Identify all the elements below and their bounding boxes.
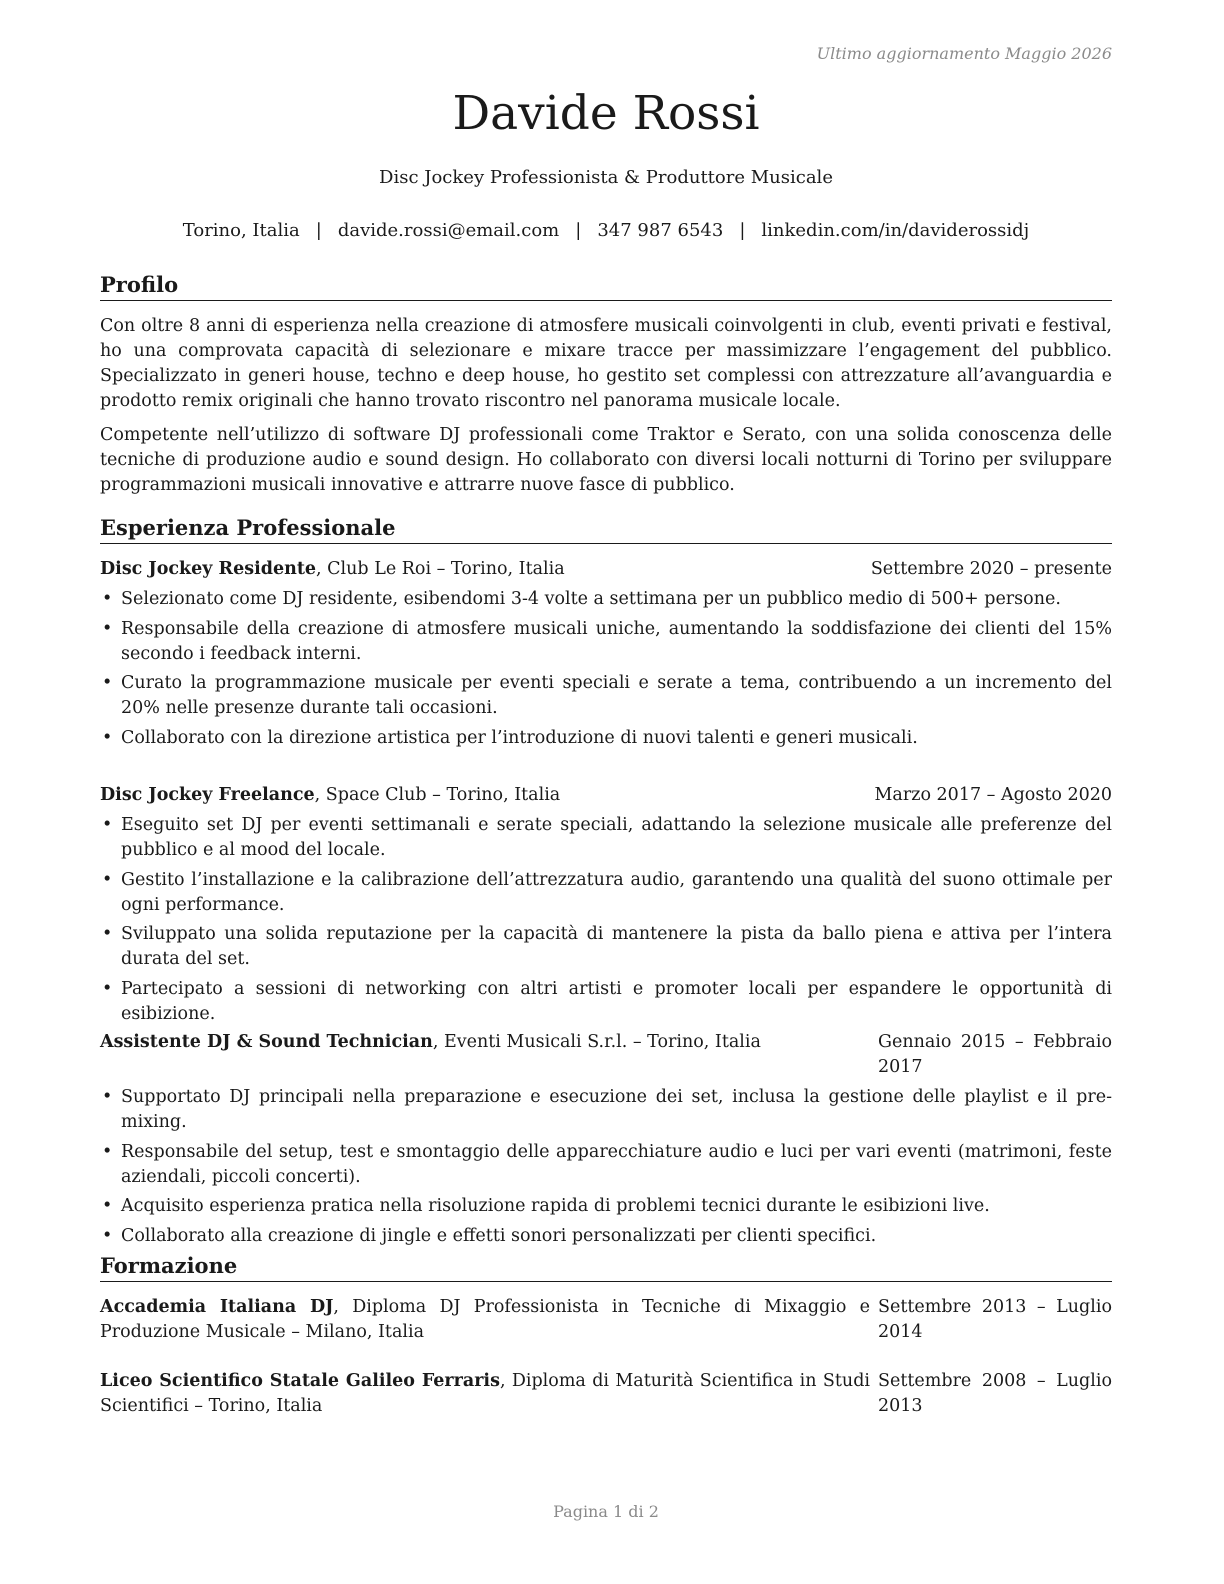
- last-updated: Ultimo aggiornamento Maggio 2026: [816, 44, 1112, 63]
- education-dates: Settembre 2013 – Luglio 2014: [878, 1297, 1112, 1342]
- education-dates: Settembre 2008 – Luglio 2013: [878, 1371, 1112, 1416]
- list-item: • Sviluppato una solida reputazione per la capacità di mantenere la pista da ballo piena e attiva per l’intera durata del set.: [100, 922, 1112, 972]
- list-item: • Supportato DJ principali nella preparazione e esecuzione dei set, inclusa la gestione delle playlist e il pre-mixing.: [100, 1085, 1112, 1135]
- list-item: • Gestito l’installazione e la calibrazione dell’attrezzatura audio, garantendo una qualità del suono ottimale per ogni performance.: [100, 868, 1112, 918]
- education-item: [100, 1369, 1112, 1419]
- contact-separator: |: [739, 220, 746, 241]
- list-item: • Selezionato come DJ residente, esibendomi 3-4 volte a settimana per un pubblico medio di 500+ persone.: [100, 587, 1112, 612]
- list-item: • Collaborato con la direzione artistica per l’introduzione di nuovi talenti e generi musicali.: [100, 726, 1112, 751]
- contact-separator: |: [315, 220, 322, 241]
- candidate-subtitle: Disc Jockey Professionista & Produttore Musicale: [379, 167, 833, 188]
- job-header: [100, 1030, 1112, 1077]
- job-place: , Space Club – Torino, Italia: [314, 785, 561, 805]
- job-role: Assistente DJ & Sound Technician: [100, 1032, 433, 1052]
- education-text: [100, 1369, 870, 1419]
- job-dates: Settembre 2020 – presente: [870, 559, 1112, 579]
- list-item: • Partecipato a sessioni di networking con altri artisti e promoter locali per espandere le opportunità di esibizione.: [100, 977, 1112, 1027]
- section-title-profile: Profilo: [100, 272, 1112, 301]
- page-number: Pagina 1 di 2: [553, 1502, 659, 1521]
- contact-phone[interactable]: 347 987 6543: [597, 220, 724, 241]
- education-detail: , Diploma di Maturità Scientifica in Studi Scientifici – Torino, Italia: [100, 1371, 870, 1416]
- job-bullets: [100, 1085, 1112, 1253]
- job-dates: Gennaio 2015 – Febbraio 2017: [878, 1032, 1112, 1077]
- contact-line: [100, 218, 1112, 244]
- profile-paragraph: Competente nell’utilizzo di software DJ professionali come Traktor e Serato, con una solida conoscenza delle tecniche di produzione audio e sound design. Ho collaborato con diversi locali notturni di Torino per sviluppare programmazioni musicali innovative e attrarre nuove fasce di pubblico.: [100, 425, 1112, 495]
- education-item: [100, 1295, 1112, 1345]
- job-header: [100, 557, 1112, 582]
- profile-paragraph: Con oltre 8 anni di esperienza nella creazione di atmosfere musicali coinvolgenti in club, eventi privati e festival, ho una comprovata capacità di selezionare e mixare tracce per massimizzare l’engagement del pubblico. Specializzato in generi house, techno e deep house, ho gestito set complessi con attrezzature all’avanguardia e prodotto remix originali che hanno trovato riscontro nel panorama musicale locale.: [100, 316, 1112, 411]
- job-role: Disc Jockey Residente: [100, 559, 317, 579]
- education-text: [100, 1295, 870, 1345]
- list-item: • Collaborato alla creazione di jingle e effetti sonori personalizzati per clienti specifici.: [100, 1224, 1112, 1249]
- contact-location: Torino, Italia: [182, 220, 300, 241]
- job-place: , Club Le Roi – Torino, Italia: [316, 559, 565, 579]
- education-school: Liceo Scientifico Statale Galileo Ferraris: [100, 1371, 500, 1391]
- contact-email[interactable]: davide.rossi@email.com: [337, 220, 560, 241]
- job-bullets: [100, 587, 1112, 755]
- list-item: • Acquisito esperienza pratica nella risoluzione rapida di problemi tecnici durante le esibizioni live.: [100, 1194, 1112, 1219]
- job-role: Disc Jockey Freelance: [100, 785, 315, 805]
- education-school: Accademia Italiana DJ: [100, 1297, 334, 1317]
- list-item: • Eseguito set DJ per eventi settimanali e serate speciali, adattando la selezione musicale alle preferenze del pubblico e al mood del locale.: [100, 813, 1112, 863]
- resume-page: [100, 0, 1112, 1584]
- list-item: • Curato la programmazione musicale per eventi speciali e serate a tema, contribuendo a un incremento del 20% nelle presenze durante tali occasioni.: [100, 671, 1112, 721]
- list-item: • Responsabile della creazione di atmosfere musicali uniche, aumentando la soddisfazione dei clienti del 15% secondo i feedback interni.: [100, 617, 1112, 667]
- education-detail: , Diploma DJ Professionista in Tecniche di Mixaggio e Produzione Musicale – Milano, Italia: [100, 1297, 870, 1342]
- job-bullets: [100, 813, 1112, 1031]
- section-title-education: Formazione: [100, 1253, 1112, 1282]
- job-place: , Eventi Musicali S.r.l. – Torino, Italia: [432, 1032, 761, 1052]
- contact-separator: |: [575, 220, 582, 241]
- contact-linkedin[interactable]: linkedin.com/in/daviderossidj: [761, 220, 1030, 241]
- job-header: [100, 783, 1112, 808]
- section-title-experience: Esperienza Professionale: [100, 515, 1112, 544]
- job-dates: Marzo 2017 – Agosto 2020: [874, 785, 1112, 805]
- list-item: • Responsabile del setup, test e smontaggio delle apparecchiature audio e luci per vari eventi (matrimoni, feste aziendali, piccoli concerti).: [100, 1140, 1112, 1190]
- candidate-name: Davide Rossi: [452, 86, 760, 141]
